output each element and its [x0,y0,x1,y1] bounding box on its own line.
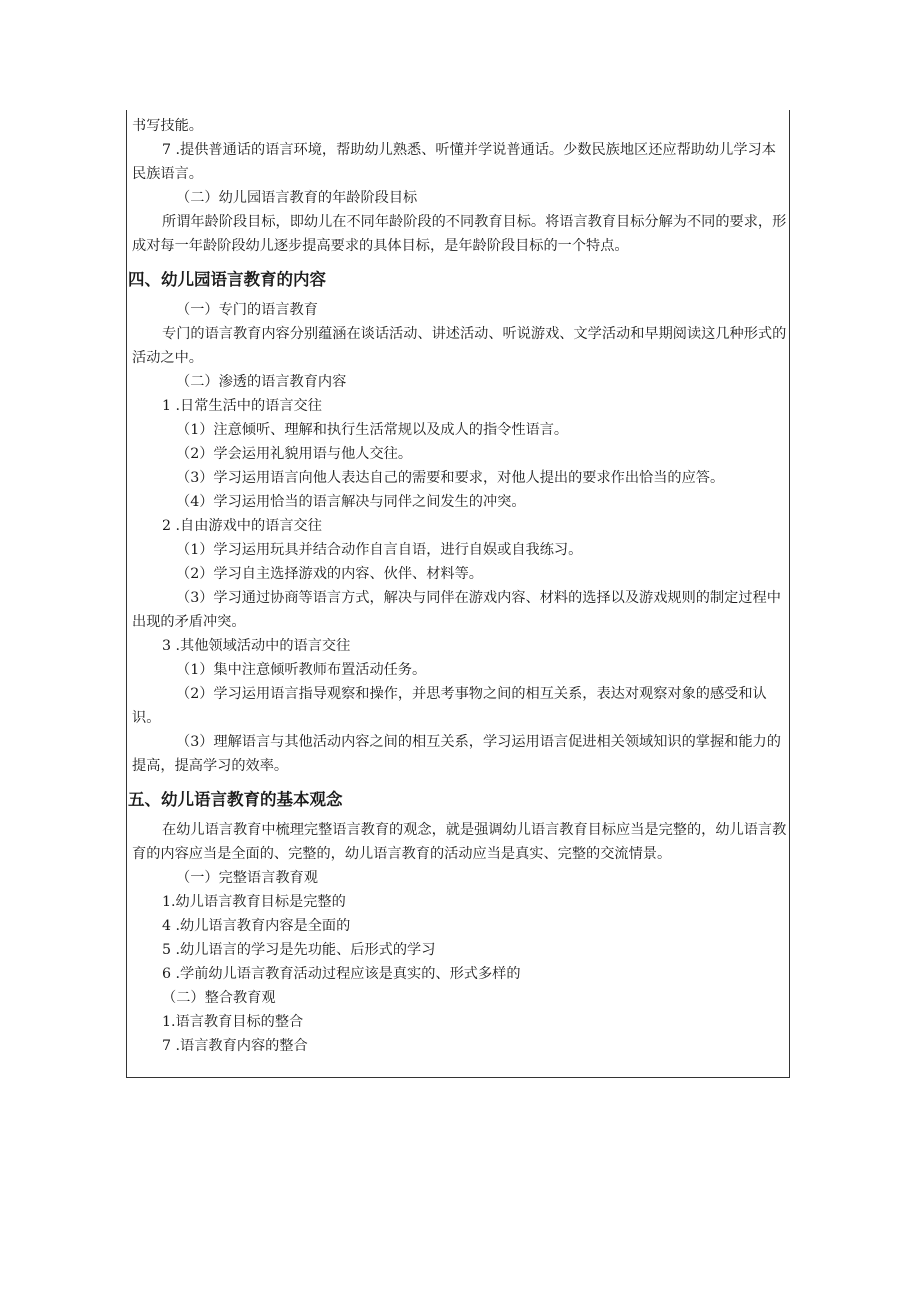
text-paragraph: 专门的语言教育内容分别蕴涵在谈话活动、讲述活动、听说游戏、文学活动和早期阅读这几种形式的活动之中。 [132,326,787,366]
list-item: （1）集中注意倾听教师布置活动任务。 [176,662,427,678]
document-body [128,114,788,1058]
list-item: 4 .幼儿语言教育内容是全面的 [162,918,351,934]
list-item: 7 .语言教育内容的整合 [162,1038,308,1054]
list-item: 6 .学前幼儿语言教育活动过程应该是真实的、形式多样的 [162,966,521,982]
subheading: （一）专门的语言教育 [176,302,318,318]
subheading: （二）整合教育观 [162,990,276,1006]
list-item: （3）理解语言与其他活动内容之间的相互关系，学习运用语言促进相关领域知识的掌握和能力的提高，提高学习的效率。 [132,734,781,774]
list-item: （1）学习运用玩具并结合动作自言自语，进行自娱或自我练习。 [176,542,583,558]
list-item: （2）学习自主选择游戏的内容、伙伴、材料等。 [176,566,483,582]
text-paragraph: 7 .提供普通话的语言环境，帮助幼儿熟悉、听懂并学说普通话。少数民族地区还应帮助幼儿学习本民族语言。 [132,142,776,182]
list-item: （4）学习运用恰当的语言解决与同伴之间发生的冲突。 [176,494,526,510]
list-item: （1）注意倾听、理解和执行生活常规以及成人的指令性语言。 [176,422,569,438]
subheading: （一）完整语言教育观 [176,870,318,886]
list-item: 5 .幼儿语言的学习是先功能、后形式的学习 [162,942,436,958]
text-line: 书写技能。 [132,118,203,134]
subheading: （二）渗透的语言教育内容 [176,374,347,390]
text-paragraph: 在幼儿语言教育中梳理完整语言教育的观念，就是强调幼儿语言教育目标应当是完整的，幼儿语言教育的内容应当是全面的、完整的，幼儿语言教育的活动应当是真实、完整的交流情景。 [132,822,787,862]
list-item: 1 .日常生活中的语言交往 [162,398,322,414]
list-item: 2 .自由游戏中的语言交往 [162,518,322,534]
text-paragraph: 所谓年龄阶段目标，即幼儿在不同年龄阶段的不同教育目标。将语言教育目标分解为不同的要求，形成对每一年龄阶段幼儿逐步提高要求的具体目标，是年龄阶段目标的一个特点。 [132,214,787,254]
subheading: （二）幼儿园语言教育的年龄阶段目标 [176,190,418,206]
list-item: （3）学习通过协商等语言方式，解决与同伴在游戏内容、材料的选择以及游戏规则的制定过程中出现的矛盾冲突。 [132,590,781,630]
list-item: （3）学习运用语言向他人表达自己的需要和要求，对他人提出的要求作出恰当的应答。 [176,470,725,486]
section-heading-4: 四、幼儿园语言教育的内容 [128,270,326,289]
list-item: （2）学会运用礼貌用语与他人交往。 [176,446,413,462]
list-item: （2）学习运用语言指导观察和操作，并思考事物之间的相互关系，表达对观察对象的感受和认识。 [132,686,767,726]
list-item: 1.幼儿语言教育目标是完整的 [162,894,346,910]
section-heading-5: 五、幼儿语言教育的基本观念 [128,790,343,809]
list-item: 1.语言教育目标的整合 [162,1014,304,1030]
list-item: 3 .其他领域活动中的语言交往 [162,638,351,654]
